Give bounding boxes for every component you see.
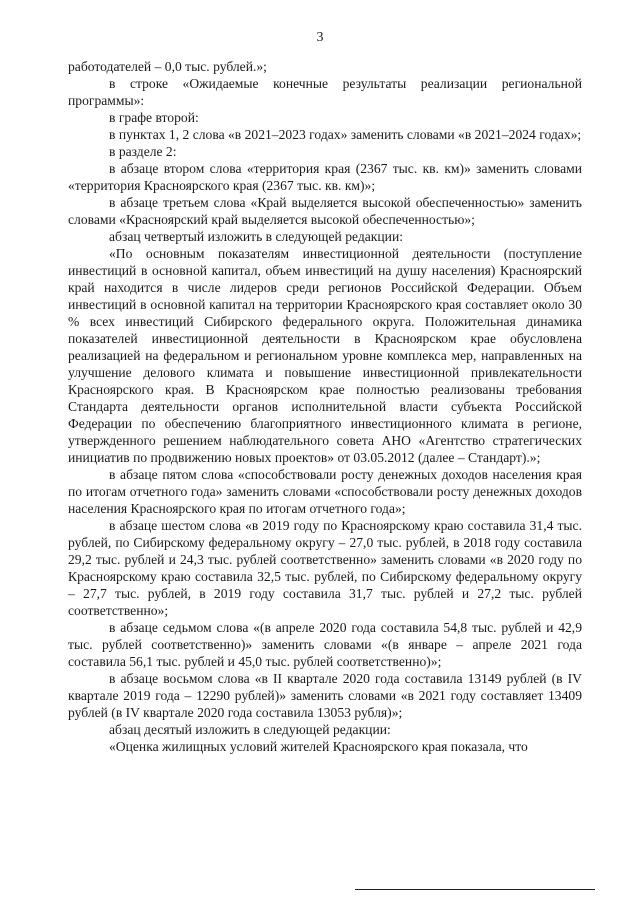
paragraph-15: «Оценка жилищных условий жителей Красноярского края показала, что xyxy=(109,739,528,754)
paragraph-6: в абзаце втором слова «территория края (2367 тыс. кв. км)» заменить словами «территория Красноярского края (2367 тыс. кв. км)»; xyxy=(68,161,582,193)
paragraph-12: в абзаце седьмом слова «(в апреле 2020 года составила 54,8 тыс. рублей и 42,9 тыс. рублей соответственно)» заменить словами «(в январе – апреле 2021 года составила 56,1 тыс. рублей и 45,0 тыс. рублей соответственно)»; xyxy=(68,620,582,669)
footer-divider xyxy=(355,889,595,890)
paragraph-4: в пунктах 1, 2 слова «в 2021–2023 годах» заменить словами «в 2021–2024 годах»; xyxy=(109,127,582,142)
paragraph-14: абзац десятый изложить в следующей редакции: xyxy=(109,722,391,737)
paragraph-3: в графе второй: xyxy=(109,110,199,125)
paragraph-13: в абзаце восьмом слова «в II квартале 2020 года составила 13149 рублей (в IV квартале 2019 года – 12290 рублей)» заменить словами «в 2021 году составляет 13409 рублей (в IV квартале 2020 года составила 13053 рубля)»; xyxy=(68,671,582,720)
paragraph-5: в разделе 2: xyxy=(109,144,177,159)
document-body xyxy=(68,58,582,755)
paragraph-7: в абзаце третьем слова «Край выделяется высокой обеспеченностью» заменить словами «Красноярский край выделяется высокой обеспеченностью»; xyxy=(68,195,582,227)
paragraph-11: в абзаце шестом слова «в 2019 году по Красноярскому краю составила 31,4 тыс. рублей, по Сибирскому федеральному округу – 27,0 тыс. рублей, в 2018 году составила 29,2 тыс. рублей и 24,3 тыс. рублей соответственно» заменить словами «в 2020 году по Красноярскому краю составила 32,5 тыс. рублей, по Сибирскому федеральному округу – 27,7 тыс. рублей, в 2019 году составила 31,7 тыс. рублей и 27,2 тыс. рублей соответственно»; xyxy=(68,518,582,618)
paragraph-1: работодателей – 0,0 тыс. рублей.»; xyxy=(68,59,267,74)
paragraph-9: «По основным показателям инвестиционной деятельности (поступление инвестиций в основной капитал, объем инвестиций на душу населения) Красноярский край находится в числе лидеров среди регионов Российской Федерации. Объем инвестиций в основной капитал на территории Красноярского края составляет около 30 % всех инвестиций Сибирского федерального округа. Положительная динамика показателей инвестиционной деятельности в Красноярском крае обусловлена реализацией на федеральном и региональном уровне комплекса мер, направленных на улучшение делового климата и повышение инвестиционной привлекательности Красноярского края. В Красноярском крае полностью реализованы требования Стандарта деятельности органов исполнительной власти субъекта Российской Федерации по обеспечению благоприятного инвестиционного климата в регионе, утвержденного решением наблюдательного совета АНО «Агентство стратегических инициатив по продвижению новых проектов» от 03.05.2012 (далее – Стандарт).»; xyxy=(68,246,582,465)
paragraph-10: в абзаце пятом слова «способствовали росту денежных доходов населения края по итогам отчетного года» заменить словами «способствовали росту денежных доходов населения Красноярского края по итогам отчетного года»; xyxy=(68,467,582,516)
page-number: 3 xyxy=(316,30,324,45)
paragraph-2: в строке «Ожидаемые конечные результаты реализации региональной программы»: xyxy=(68,76,582,108)
paragraph-8: абзац четвертый изложить в следующей редакции: xyxy=(109,229,404,244)
